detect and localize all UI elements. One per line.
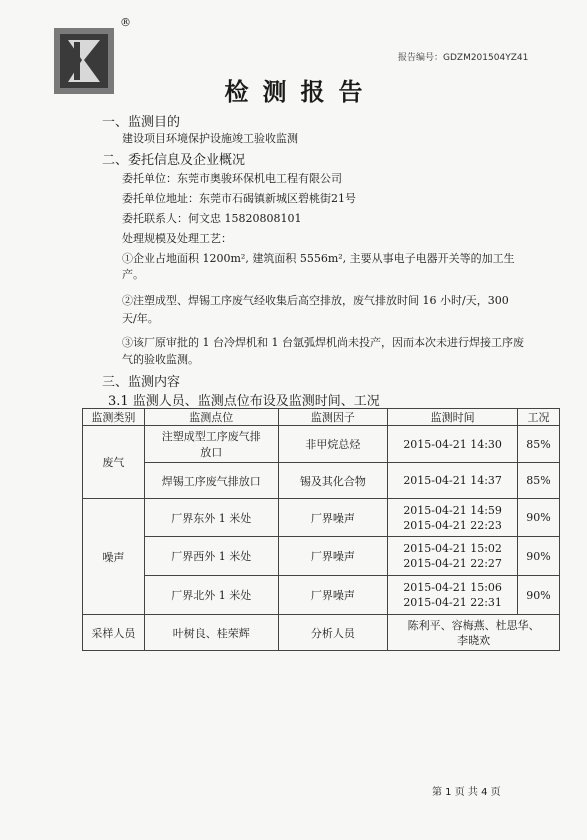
item-2-line-1: ②注塑成型、焊锡工序废气经收集后高空排放，废气排放时间 16 小时/天，300 [122, 294, 509, 307]
point-cell: 焊锡工序废气排放口 [144, 463, 278, 499]
section-3-heading: 三、监测内容 [102, 375, 181, 390]
analyst-line: 李晓欢 [457, 633, 491, 647]
time-cell [388, 537, 518, 576]
load-cell: 90% [518, 537, 560, 576]
analyst-names [388, 615, 560, 651]
item-2-line-2: 天/年。 [122, 312, 159, 325]
item-3-line-2: 气的验收监测。 [122, 353, 199, 366]
table-row [83, 499, 560, 537]
page-number: 第 1 页 共 4 页 [432, 787, 501, 798]
time-value: 2015-04-21 22:23 [403, 518, 502, 532]
item-1-line-2: 产。 [122, 268, 144, 281]
section-3-1-heading: 3.1 监测人员、监测点位布设及监测时间、工况 [108, 394, 380, 409]
section-1-body: 建设项目环境保护设施竣工验收监测 [122, 132, 298, 145]
monitoring-table [82, 408, 560, 651]
factor-cell: 非甲烷总烃 [278, 426, 388, 463]
category-cell: 废气 [83, 426, 145, 499]
load-cell: 85% [518, 463, 560, 499]
client-address: 委托单位地址：东莞市石碣镇新城区碧桃街21号 [122, 192, 356, 205]
category-cell: 噪声 [83, 499, 145, 615]
time-cell: 2015-04-21 14:30 [388, 426, 518, 463]
page-title: 检测报告 [224, 77, 377, 106]
client-contact: 委托联系人：何文忠 15820808101 [122, 212, 302, 225]
analyst-label: 分析人员 [278, 615, 388, 651]
report-number: 报告编号：GDZM201504YZ41 [398, 53, 529, 63]
point-cell: 厂界西外 1 米处 [144, 537, 278, 576]
table-header: 监测因子 [278, 409, 388, 426]
table-header: 监测点位 [144, 409, 278, 426]
staff-row [83, 615, 560, 651]
client-unit: 委托单位：东莞市奥骏环保机电工程有限公司 [122, 172, 342, 185]
factor-cell: 锡及其化合物 [278, 463, 388, 499]
point-cell: 厂界东外 1 米处 [144, 499, 278, 537]
load-cell: 90% [518, 499, 560, 537]
table-row [83, 537, 560, 576]
point-cell: 厂界北外 1 米处 [144, 576, 278, 615]
factor-cell: 厂界噪声 [278, 537, 388, 576]
time-value: 2015-04-21 15:06 [403, 581, 502, 594]
table-header: 工况 [518, 409, 560, 426]
table-header-row [83, 409, 560, 426]
table-row [83, 426, 560, 463]
item-3-line-1: ③该厂原审批的 1 台冷焊机和 1 台氩弧焊机尚未投产，因而本次未进行焊接工序废 [122, 336, 524, 349]
table-row [83, 463, 560, 499]
time-value: 2015-04-21 22:27 [403, 557, 502, 570]
time-value: 2015-04-21 15:02 [403, 542, 502, 555]
load-cell: 90% [518, 576, 560, 615]
section-1-heading: 一、监测目的 [102, 115, 181, 130]
point-cell [144, 426, 278, 463]
sampler-label: 采样人员 [83, 615, 145, 651]
factor-cell: 厂界噪声 [278, 576, 388, 615]
point-line: 放口 [200, 446, 223, 459]
time-cell [388, 499, 518, 537]
table-header: 监测时间 [388, 409, 518, 426]
table-header: 监测类别 [83, 409, 145, 426]
factor-cell: 厂界噪声 [278, 499, 388, 537]
point-line: 注塑成型工序废气排 [161, 430, 261, 443]
sampler-names: 叶树良、桂荣辉 [144, 615, 278, 651]
item-1-line-1: ①企业占地面积 1200m², 建筑面积 5556m², 主要从事电子电器开关等的加工生 [122, 252, 515, 265]
load-cell: 85% [518, 426, 560, 463]
process-heading: 处理规模及处理工艺： [122, 232, 232, 245]
time-value: 2015-04-21 22:31 [403, 596, 502, 609]
section-2-heading: 二、委托信息及企业概况 [102, 153, 246, 168]
table-row [83, 576, 560, 615]
time-cell [388, 576, 518, 615]
registered-mark: ® [120, 16, 131, 29]
analyst-line: 陈利平、容梅燕、杜思华、 [407, 618, 540, 632]
time-value: 2015-04-21 14:59 [403, 503, 502, 517]
time-cell: 2015-04-21 14:37 [388, 463, 518, 499]
